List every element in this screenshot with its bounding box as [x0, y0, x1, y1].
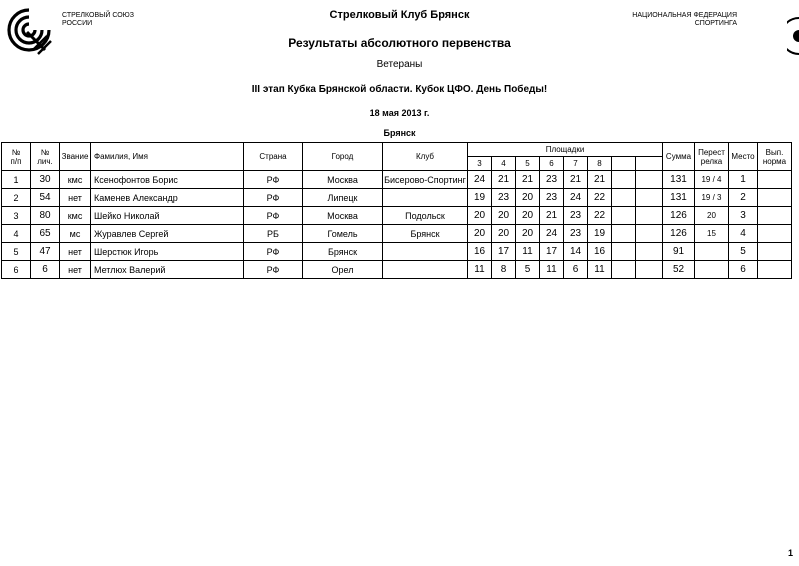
cell-station-score [612, 207, 636, 225]
header-station-number: 5 [516, 157, 540, 171]
category-label: Ветераны [376, 59, 423, 70]
header-club: Клуб [383, 143, 468, 171]
header-station-number: 8 [588, 157, 612, 171]
cell-city: Орел [303, 261, 383, 279]
cell-name: Ксенофонтов Борис [91, 171, 244, 189]
cell-station-score: 19 [588, 225, 612, 243]
cell-station-score [636, 207, 663, 225]
cell-name: Каменев Александр [91, 189, 244, 207]
cell-station-score: 23 [564, 225, 588, 243]
cell-place: 2 [729, 189, 758, 207]
event-place: Брянск [383, 128, 416, 138]
event-title: III этап Кубка Брянской области. Кубок ЦФО. День Победы! [251, 84, 548, 95]
header-rank: Звание [60, 143, 91, 171]
cell-num: 2 [2, 189, 31, 207]
header-shootoff: Перест релка [695, 143, 729, 171]
header-station-number: 7 [564, 157, 588, 171]
org-right-name: НАЦИОНАЛЬНАЯ ФЕДЕРАЦИЯ СПОРТИНГА [632, 12, 737, 27]
cell-station-score [612, 171, 636, 189]
cell-city: Брянск [303, 243, 383, 261]
cell-name: Шерстюк Игорь [91, 243, 244, 261]
cell-shootoff: 15 [695, 225, 729, 243]
cell-station-score [636, 261, 663, 279]
cell-station-score: 6 [564, 261, 588, 279]
cell-station-score: 24 [468, 171, 492, 189]
cell-station-score: 21 [588, 171, 612, 189]
cell-station-score: 11 [516, 243, 540, 261]
header-name: Фамилия, Имя [91, 143, 244, 171]
header-norm: Вып. норма [758, 143, 792, 171]
cell-station-score: 23 [564, 207, 588, 225]
cell-sum: 126 [663, 207, 695, 225]
cell-station-score: 14 [564, 243, 588, 261]
club-title: Стрелковый Клуб Брянск [329, 9, 470, 21]
cell-station-score: 20 [468, 225, 492, 243]
cell-shootoff: 20 [695, 207, 729, 225]
cell-sum: 126 [663, 225, 695, 243]
cell-station-score: 21 [540, 207, 564, 225]
cell-station-score: 11 [540, 261, 564, 279]
cell-num: 4 [2, 225, 31, 243]
cell-club: Подольск [383, 207, 468, 225]
cell-shootoff [695, 261, 729, 279]
header-place: Место [729, 143, 758, 171]
cell-station-score: 21 [564, 171, 588, 189]
cell-station-score: 20 [516, 225, 540, 243]
cell-num: 6 [2, 261, 31, 279]
results-title: Результаты абсолютного первенства [288, 36, 511, 50]
cell-station-score: 11 [468, 261, 492, 279]
cell-station-score: 17 [540, 243, 564, 261]
header-sum: Сумма [663, 143, 695, 171]
cell-station-score: 16 [468, 243, 492, 261]
header-num: № п/п [2, 143, 31, 171]
cell-name: Метлюх Валерий [91, 261, 244, 279]
cell-sum: 52 [663, 261, 695, 279]
table-row [2, 243, 792, 261]
table-row [2, 189, 792, 207]
cell-rank: нет [60, 243, 91, 261]
cell-rank: кмс [60, 207, 91, 225]
cell-station-score: 23 [540, 171, 564, 189]
cell-norm [758, 207, 792, 225]
cell-station-score [612, 225, 636, 243]
cell-country: РФ [244, 207, 303, 225]
cell-city: Москва [303, 171, 383, 189]
cell-place: 1 [729, 171, 758, 189]
cell-station-score: 20 [516, 189, 540, 207]
header-city: Город [303, 143, 383, 171]
cell-station-score [636, 243, 663, 261]
cell-name: Журавлев Сергей [91, 225, 244, 243]
cell-club: Брянск [383, 225, 468, 243]
cell-station-score: 5 [516, 261, 540, 279]
cell-club [383, 261, 468, 279]
cell-country: РФ [244, 261, 303, 279]
cell-rank: нет [60, 189, 91, 207]
cell-club [383, 243, 468, 261]
header-station-number [612, 157, 636, 171]
cell-norm [758, 261, 792, 279]
cell-station-score: 24 [540, 225, 564, 243]
cell-station-score [636, 225, 663, 243]
cell-rank: нет [60, 261, 91, 279]
cell-station-score: 20 [516, 207, 540, 225]
cell-norm [758, 225, 792, 243]
cell-license: 54 [31, 189, 60, 207]
cell-station-score: 20 [492, 207, 516, 225]
cell-station-score: 20 [468, 207, 492, 225]
cell-country: РФ [244, 189, 303, 207]
cell-norm [758, 171, 792, 189]
cell-club [383, 189, 468, 207]
cell-club: Бисерово-Спортинг [383, 171, 468, 189]
event-date: 18 мая 2013 г. [369, 108, 430, 118]
cell-shootoff: 19 / 4 [695, 171, 729, 189]
header-station-number: 6 [540, 157, 564, 171]
cell-station-score: 21 [516, 171, 540, 189]
cell-station-score: 23 [540, 189, 564, 207]
table-row [2, 261, 792, 279]
cell-station-score [612, 243, 636, 261]
cell-shootoff [695, 243, 729, 261]
cell-license: 47 [31, 243, 60, 261]
cell-license: 80 [31, 207, 60, 225]
cell-country: РФ [244, 171, 303, 189]
cell-station-score [636, 189, 663, 207]
cell-station-score: 21 [492, 171, 516, 189]
cell-num: 3 [2, 207, 31, 225]
cell-sum: 131 [663, 189, 695, 207]
cell-shootoff: 19 / 3 [695, 189, 729, 207]
cell-country: РФ [244, 243, 303, 261]
results-table [1, 142, 792, 279]
cell-station-score: 19 [468, 189, 492, 207]
header-station-number [636, 157, 663, 171]
cell-sum: 131 [663, 171, 695, 189]
page-number: 1 [787, 548, 793, 558]
cell-station-score: 20 [492, 225, 516, 243]
cell-place: 6 [729, 261, 758, 279]
cell-station-score: 24 [564, 189, 588, 207]
cell-place: 3 [729, 207, 758, 225]
cell-license: 30 [31, 171, 60, 189]
cell-station-score [612, 261, 636, 279]
cell-station-score: 22 [588, 189, 612, 207]
cell-num: 1 [2, 171, 31, 189]
cell-station-score: 16 [588, 243, 612, 261]
table-row [2, 225, 792, 243]
cell-country: РБ [244, 225, 303, 243]
cell-norm [758, 189, 792, 207]
table-row [2, 207, 792, 225]
table-row [2, 171, 792, 189]
header-station-number: 4 [492, 157, 516, 171]
cell-name: Шейко Николай [91, 207, 244, 225]
cell-station-score: 17 [492, 243, 516, 261]
cell-station-score [612, 189, 636, 207]
cell-station-score: 11 [588, 261, 612, 279]
cell-rank: кмс [60, 171, 91, 189]
header-stations: Площадки [468, 143, 663, 157]
cell-sum: 91 [663, 243, 695, 261]
cell-city: Москва [303, 207, 383, 225]
cell-rank: мс [60, 225, 91, 243]
header-license: № лич. [31, 143, 60, 171]
cell-city: Гомель [303, 225, 383, 243]
cell-station-score: 23 [492, 189, 516, 207]
cell-place: 4 [729, 225, 758, 243]
cell-license: 65 [31, 225, 60, 243]
cell-station-score: 8 [492, 261, 516, 279]
cell-station-score [636, 171, 663, 189]
header-country: Страна [244, 143, 303, 171]
header-station-number: 3 [468, 157, 492, 171]
cell-station-score: 22 [588, 207, 612, 225]
cell-place: 5 [729, 243, 758, 261]
cell-license: 6 [31, 261, 60, 279]
cell-num: 5 [2, 243, 31, 261]
cell-city: Липецк [303, 189, 383, 207]
org-left-name: СТРЕЛКОВЫЙ СОЮЗ РОССИИ [62, 12, 134, 27]
cell-norm [758, 243, 792, 261]
